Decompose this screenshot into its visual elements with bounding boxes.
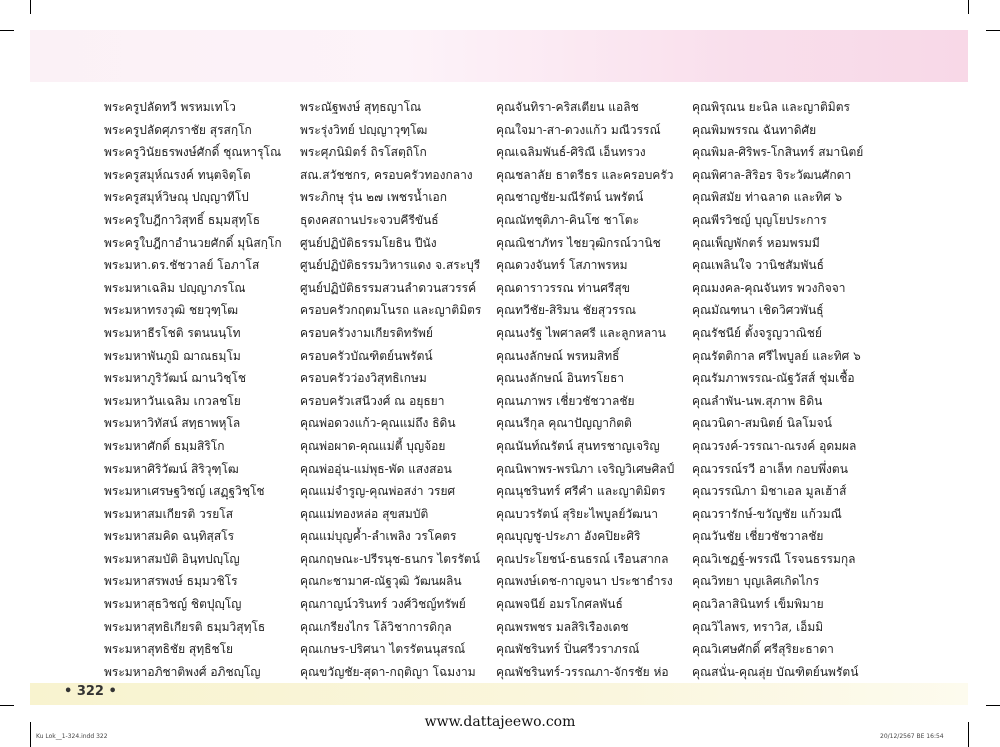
name-entry: พระมหาสุทธิชัย สุทฺธิชโย — [104, 642, 234, 657]
name-entry: คุณรัมภาพรรณ-ณัฐวัสส์ ชุ่มเชื้อ — [692, 371, 855, 386]
name-entry: คุณนุชรินทร์ ศรีคำ และญาติมิตร — [496, 484, 666, 499]
name-entry: พระมหาสุธวิชญ์ ชิตปุญฺโญ — [104, 597, 242, 612]
name-entry: คุณเกรียงไกร โล้วิชาการดิกุล — [300, 619, 452, 634]
name-entry: พระณัฐพงษ์ สุทฺธญาโณ — [300, 100, 422, 114]
name-column-4 — [692, 96, 892, 683]
name-entry: พระมหาวิทัสน์ สทฺธาพหุโล — [104, 416, 241, 431]
name-entry: พระมหาศักดิ์ ธมฺมสิริโก — [104, 438, 225, 453]
name-entry: คุณพัชรินทร์-วรรณภา-จักรชัย ห่อ — [496, 664, 669, 679]
name-entry: พระมหาสุทธิเกียรติ ธมฺมวิสุทฺโธ — [104, 619, 266, 634]
name-entry: คุณเพ็ญพักตร์ หอมพรมมี — [692, 235, 820, 250]
name-entry: พระมหาเศรษฐวิชญ์ เสฏฺฐวิชฺโช — [104, 484, 265, 499]
name-entry: คุณวรรณิภา มิชาเอล มูลเฮ้าส์ — [692, 484, 847, 499]
name-entry: คุณกฤษณะ-ปรีรนุช-ธนกร ไตรรัตน์ — [300, 551, 480, 566]
name-entry: พระครูปลัดศุภราชัย สุรสกฺโก — [104, 122, 252, 137]
name-entry: ครอบครัวบัณฑิตย์นพรัตน์ — [300, 348, 433, 363]
name-entry: พระมหา.ดร.ชัชวาลย์ โอภาโส — [104, 258, 260, 273]
name-entry: คุณนิพาพร-พรนิภา เจริญวิเศษศิลป์ — [496, 461, 675, 476]
name-entry: คุณวรรณ์รวี อาเล็ท กอบพึ่งตน — [692, 461, 848, 476]
crop-mark — [30, 0, 31, 14]
name-entry: ครอบครัวงามเกียรติทรัพย์ — [300, 325, 433, 340]
crop-mark — [968, 0, 969, 14]
crop-mark — [0, 30, 14, 31]
name-entry: คุณแม่จำรูญ-คุณพ่อสง่า วรยศ — [300, 484, 456, 499]
name-entry: คุณทวีชัย-สิริมน ชัยสุวรรณ — [496, 303, 636, 318]
name-entry: ศูนย์ปฏิบัติธรรมวิหารแดง จ.สระบุรี — [300, 258, 481, 273]
crop-mark — [0, 705, 14, 706]
name-entry: คุณวิเชฏฐ์-พรรณี โรจนธรรมกุล — [692, 551, 856, 566]
name-entry: พระครูวินัยธรพงษ์ศักดิ์ ชุณหารุโณ — [104, 145, 282, 160]
name-entry: คุณนรีกุล คุณาปัญญากิตติ — [496, 416, 632, 431]
name-entry: คุณพีรวิชญ์ บุญโยประการ — [692, 212, 827, 227]
name-entry: คุณพ่อดวงแก้ว-คุณแม่ถึง ธิดิน — [300, 416, 456, 431]
name-entry: คุณเฉลิมพันธ์-ศิริณี เอ็นทรวง — [496, 145, 646, 160]
page-number: • 322 • — [64, 684, 117, 699]
name-entry: พระครูปลัดทวี พรหมเทโว — [104, 100, 236, 114]
name-entry: ธุดงคสถานประจวบคีรีขันธ์ — [300, 212, 439, 227]
name-entry: พระมหาสมเกียรติ วรยโส — [104, 506, 234, 521]
name-entry: คุณจันทิรา-คริสเตียน แอลิช — [496, 100, 639, 114]
name-entry: คุณพ่ออุ่น-แม่พุธ-พัด แสงสอน — [300, 461, 452, 476]
footer-band — [30, 683, 968, 705]
name-entry: ครอบครัวกฤตมโนรถ และญาติมิตร — [300, 303, 482, 318]
name-entry: พระครูใบฎีกาวิสุทธิ์ ธมฺมสุทฺโธ — [104, 212, 261, 227]
name-entry: พระมหาพันภูมิ ฌาณธมฺโม — [104, 348, 241, 363]
name-entry: คุณวิลาสินินทร์ เข็มพิมาย — [692, 597, 824, 612]
name-entry: พระรุ่งวิทย์ ปญฺญาวุฑฺโฒ — [300, 122, 428, 137]
website-url: www.dattajeewo.com — [424, 714, 576, 730]
name-entry: คุณณัทชุติภา-คินโซ ชาโตะ — [496, 212, 640, 227]
name-entry: คุณวิไลพร, ทราวิส, เอ็มมิ — [692, 619, 824, 634]
name-entry: คุณพ่อผาด-คุณแม่ตี้ บุญจ้อย — [300, 438, 446, 453]
name-entry: คุณนงลักษณ์ อินทรโยธา — [496, 371, 625, 386]
name-entry: พระภิกษุ รุ่น ๒๗ เพชรน้ำเอก — [300, 190, 448, 205]
name-entry: คุณวิทยา บุญเลิศเกิดไกร — [692, 574, 820, 589]
name-entry: พระมหาสรพงษ์ ธมฺมวชิโร — [104, 574, 238, 589]
name-entry: ครอบครัวเสนีวงศ์ ณ อยุธยา — [300, 393, 445, 408]
name-entry: คุณพิศาล-สิริอร จิระวัฒนศักดา — [692, 167, 852, 182]
name-entry: คุณวรารักษ์-ขวัญชัย แก้วมณี — [692, 506, 842, 521]
name-entry: คุณบวรรัตน์ สุริยะไพบูลย์วัฒนา — [496, 506, 658, 521]
name-entry: คุณพิสมัย ท่าฉลาด และทิศ ๖ — [692, 190, 843, 205]
name-entry: คุณแม่ทองหล่อ สุขสมบัติ — [300, 506, 429, 521]
crop-mark — [986, 30, 1000, 31]
name-entry: คุณพิมพรรณ ฉันทาดิศัย — [692, 122, 817, 137]
crop-mark — [986, 705, 1000, 706]
name-entry: ศูนย์ปฏิบัติธรรมโยธิน ปีนัง — [300, 235, 437, 250]
name-entry: พระมหาสมคิด ฉนฺทิสฺสโร — [104, 529, 235, 544]
name-entry: คุณนภาพร เชี่ยวชัชวาลชัย — [496, 393, 635, 408]
name-entry: คุณนันท์ณรัตน์ สุนทรชาญเจริญ — [496, 438, 660, 453]
name-entry: พระครูใบฎีกาอำนวยศักดิ์ มุนิสกฺโก — [104, 235, 282, 250]
print-slug-left: Ku Lok__1-324.indd 322 — [36, 733, 108, 740]
name-entry: คุณรัตติกาล ศรีไพบูลย์ และทิศ ๖ — [692, 348, 861, 363]
name-entry: คุณมงคล-คุณจันทร พวงกิจจา — [692, 280, 846, 295]
name-entry: คุณดาราวรรณ ท่านศรีสุข — [496, 280, 630, 295]
name-entry: คุณเกษร-ปริศนา ไตรรัตนนุสรณ์ — [300, 642, 466, 657]
name-entry: คุณแม่บุญค้ำ-ลำเพลิง วรโคตร — [300, 529, 457, 544]
name-entry: คุณบุญชู-ประภา อังคปิยะศิริ — [496, 529, 641, 544]
name-entry: พระมหาธีรโชติ รตนนนฺโท — [104, 325, 241, 340]
name-entry: พระครูสมุห์ณรงค์ ทนฺตจิตฺโต — [104, 167, 251, 182]
name-entry: พระมหาศิริวัฒน์ สิริวุฑฺโฒ — [104, 461, 239, 476]
name-entry: คุณกาญน์วรินทร์ วงศ์วิชญ์ทรัพย์ — [300, 597, 466, 612]
name-entry: ศูนย์ปฏิบัติธรรมสวนลำดวนสวรรค์ — [300, 280, 477, 295]
name-entry: พระมหาภูริวัฒน์ ฌานวิชฺโช — [104, 371, 246, 386]
name-entry: คุณพจนีย์ อมรโกศลพันธ์ — [496, 597, 623, 612]
name-entry: พระมหาเฉลิม ปญฺญาภรโณ — [104, 280, 246, 295]
name-entry: คุณสนั่น-คุณลุ่ย บัณฑิตย์นพรัตน์ — [692, 664, 859, 679]
name-entry: คุณชลาลัย ธาตรีธร และครอบครัว — [496, 167, 674, 182]
name-entry: คุณวันชัย เชี่ยวชัชวาลชัย — [692, 529, 824, 544]
name-column-1 — [104, 96, 304, 683]
name-entry: คุณพงษ์เดช-กาญจนา ประชาธำรง — [496, 574, 673, 589]
name-entry: คุณพัชรินทร์ ปิ่นศรีวราภรณ์ — [496, 642, 640, 657]
name-entry: คุณใจมา-สา-ดวงแก้ว มณีวรรณ์ — [496, 122, 661, 137]
name-entry: สณ.สวัชชกร, ครอบครัวทองกลาง — [300, 167, 473, 182]
name-entry: พระครูสมุห์วิษณุ ปญฺญาทีโป — [104, 190, 249, 205]
name-entry: พระมหาทรงวุฒิ ชยวุฑฺโฒ — [104, 303, 239, 318]
name-entry: คุณประโยชน์-ธนธรณ์ เรือนสากล — [496, 551, 669, 566]
name-entry: คุณวิเศษศักดิ์ ศรีสุริยะธาดา — [692, 642, 834, 657]
name-entry: คุณวนิดา-สมนิตย์ นิลโมจน์ — [692, 416, 832, 431]
name-entry: คุณเพลินใจ วานิชสัมพันธ์ — [692, 258, 824, 273]
header-band — [30, 30, 968, 82]
name-column-3 — [496, 96, 696, 683]
print-slug-right: 20/12/2567 BE 16:54 — [880, 733, 944, 740]
name-entry: คุณพรพชร มลสิริเรืองเดช — [496, 619, 629, 634]
name-entry: คุณรัชนีย์ ตั้งจรูญวาณิชย์ — [692, 325, 822, 340]
name-entry: คุณพิรุณน ยะนิล และญาติมิตร — [692, 100, 850, 114]
name-entry: คุณดวงจันทร์ โสภาพรหม — [496, 258, 628, 273]
name-entry: พระมหาวันเฉลิม เกวลชโย — [104, 393, 241, 408]
name-entry: คุณกะชามาศ-ณัฐวุฒิ วัฒนผลิน — [300, 574, 462, 589]
name-entry: คุณนงลักษณ์ พรหมสิทธิ์ — [496, 348, 620, 363]
name-entry: คุณวรงค์-วรรณา-ณรงค์ อุดมผล — [692, 438, 857, 453]
name-entry: คุณขวัญชัย-สุดา-กฤติญา โฉมงาม — [300, 664, 476, 679]
name-entry: ครอบครัวว่องวิสุทธิเกษม — [300, 371, 427, 386]
name-entry: พระมหาอภิชาติพงศ์ อภิชญฺโญ — [104, 664, 261, 679]
name-entry: คุณพิมล-ศิริพร-โกสินทร์ สมานิตย์ — [692, 145, 864, 160]
name-entry: พระมหาสมบัติ อินฺทปญฺโญ — [104, 551, 240, 566]
name-entry: คุณณิชาภัทร ไชยวุฒิกรณ์วานิช — [496, 235, 661, 250]
name-entry: คุณนงรัฐ ไพศาลศรี และลูกหลาน — [496, 325, 666, 340]
name-entry: คุณมัณฑนา เชิดวิศวพันธุ์ — [692, 303, 824, 318]
name-entry: คุณชาญชัย-มณีรัตน์ นพรัตน์ — [496, 190, 644, 205]
name-column-2 — [300, 96, 500, 683]
name-entry: คุณลำพัน-นพ.สุภาพ ธิดิน — [692, 393, 823, 408]
name-entry: พระศุภนิมิตร์ ถิรโสตฺถิโก — [300, 145, 427, 160]
